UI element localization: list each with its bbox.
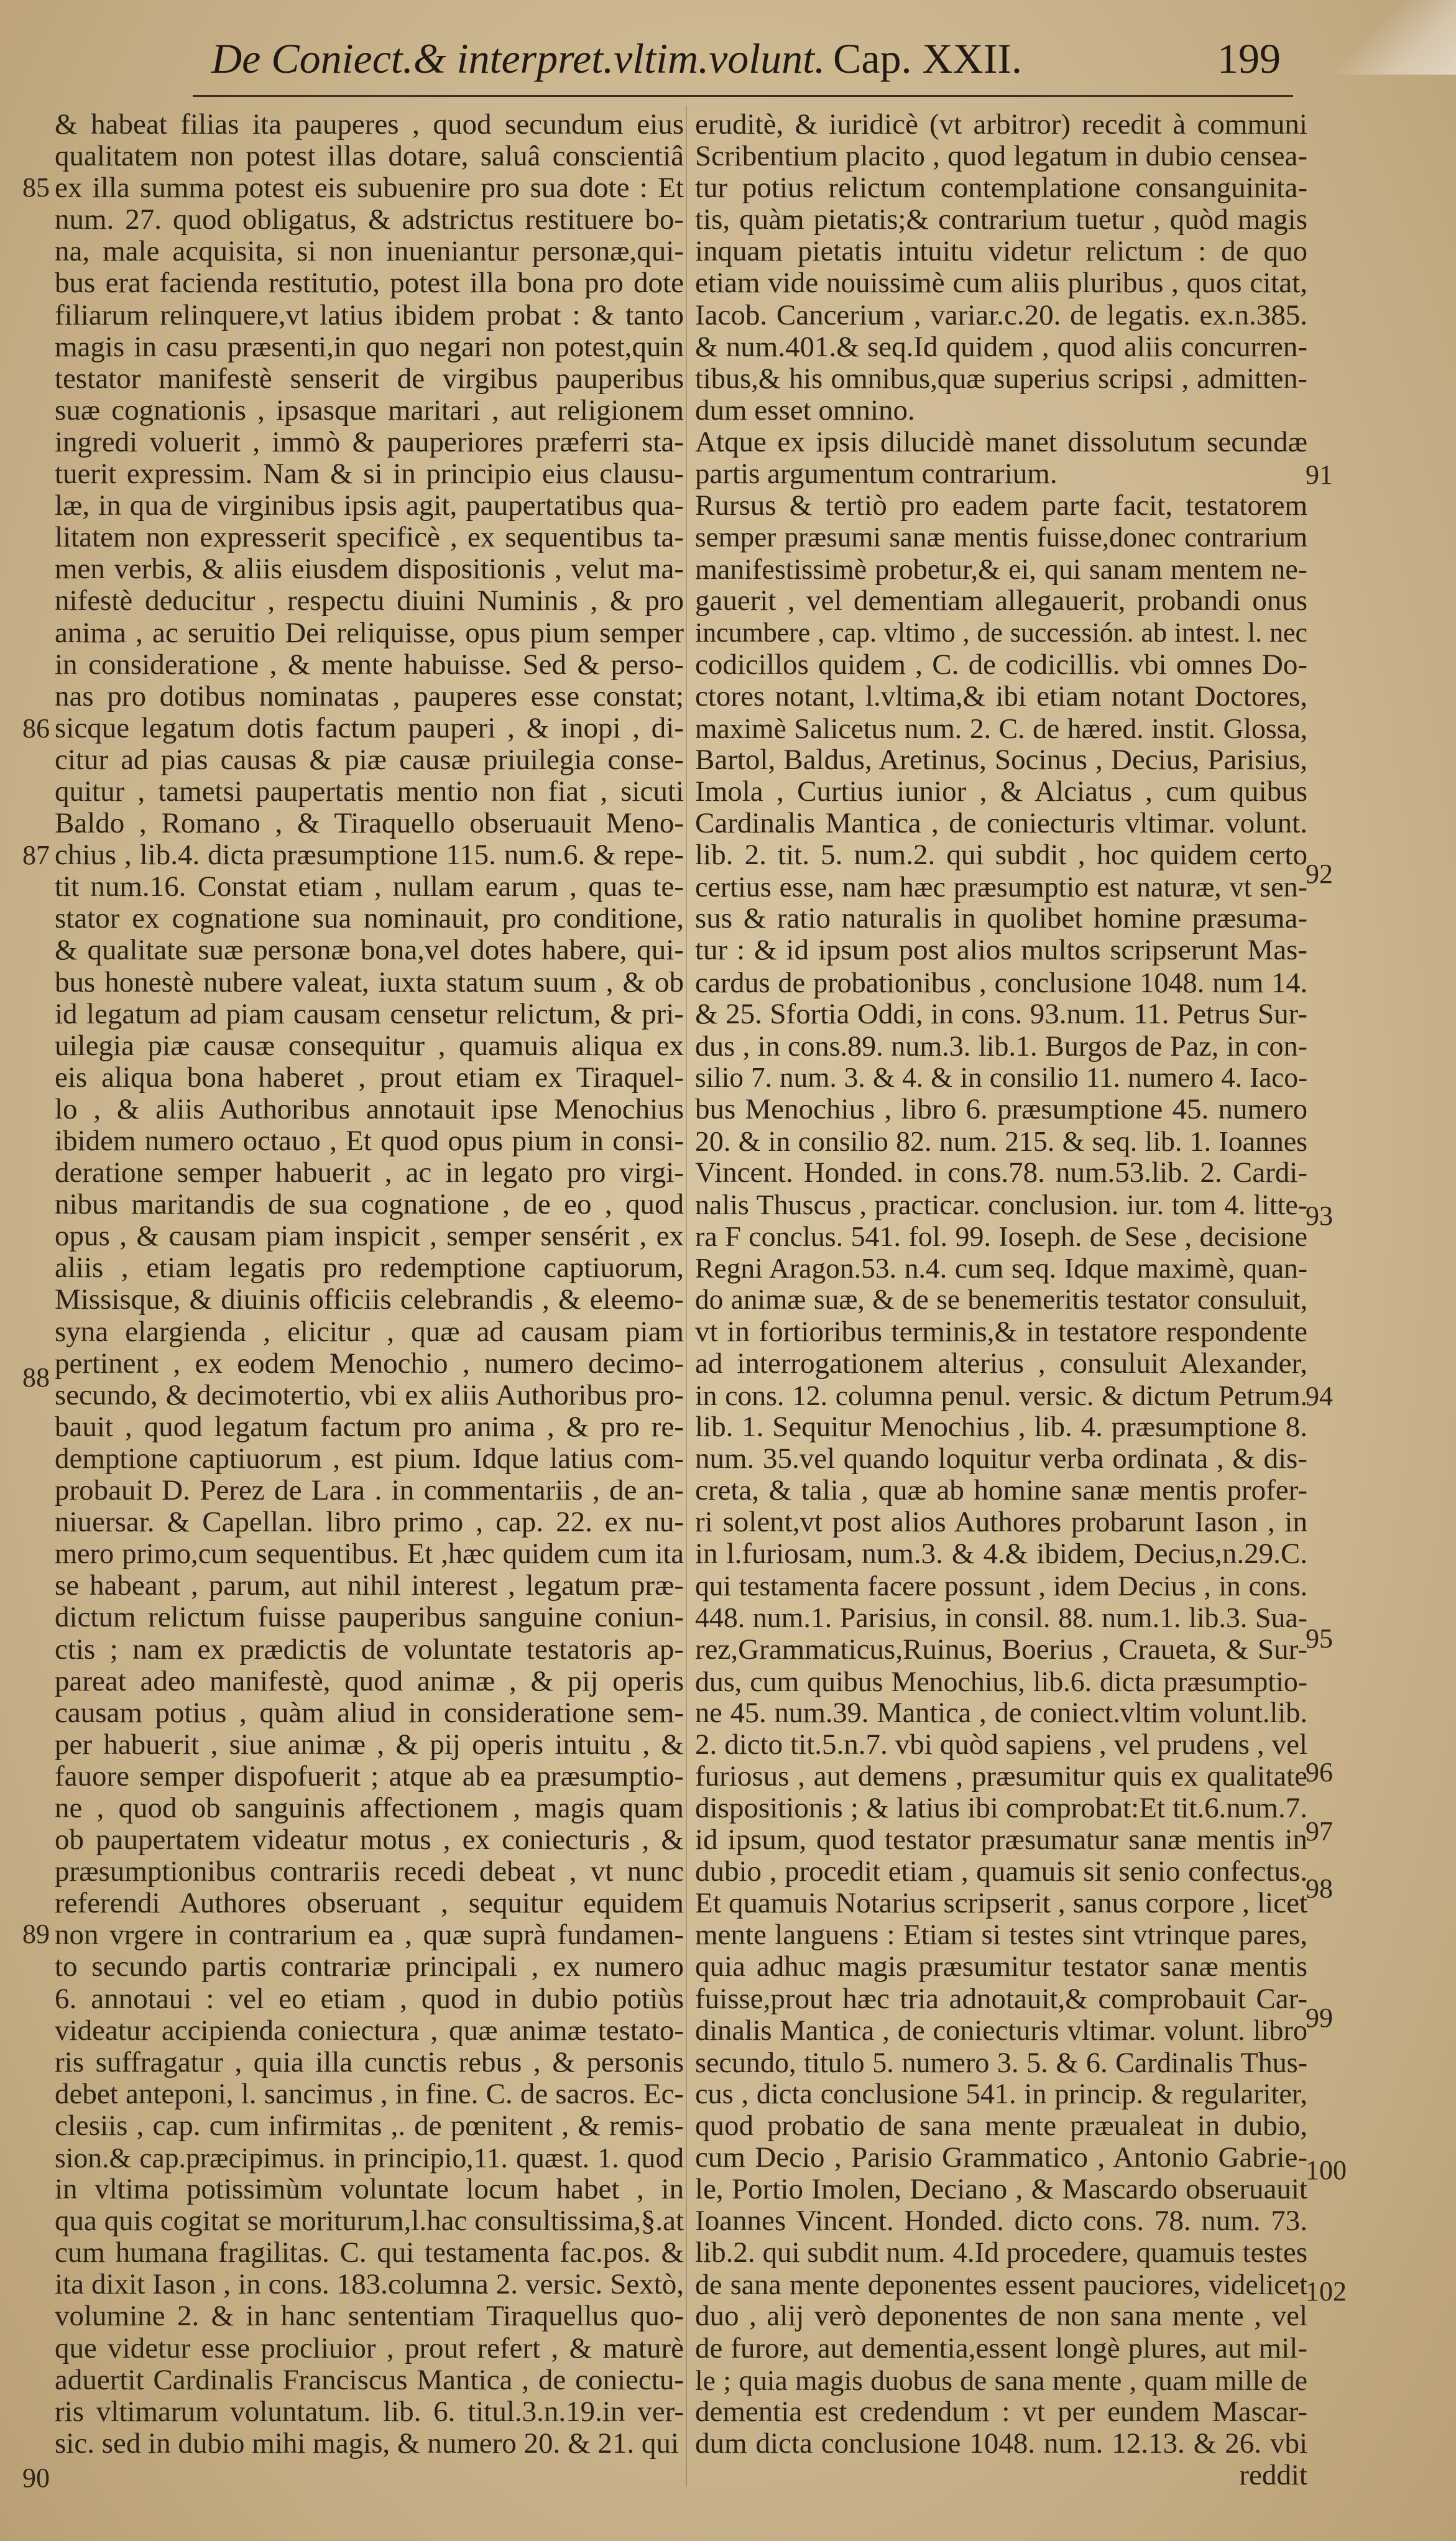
text-line: niuersar. & Capellan. libro primo , cap. 22. ex nu- — [55, 1506, 684, 1539]
text-line: ad interrogationem alterius , consuluit Alexander, — [695, 1347, 1307, 1380]
text-line: læ, in qua de virginibus ipsis agit, paupertatibus qua- — [55, 490, 684, 522]
header-rule — [193, 95, 1293, 97]
text-line: rez,Grammaticus,Ruinus, Boerius , Craueta, & Sur- — [695, 1633, 1307, 1666]
text-line: Vincent. Honded. in cons.78. num.53.lib. 2. Cardi- — [695, 1157, 1307, 1189]
text-line: aduertit Cardinalis Franciscus Mantica , de coniectu- — [55, 2364, 684, 2396]
text-line: in l.furiosam, num.3. & 4.& ibidem, Decius,n.29.C. — [695, 1538, 1307, 1570]
margin-number: 102 — [1306, 2276, 1347, 2307]
text-line: tis, quàm pietatis;& contrarium tuetur , quòd magis — [695, 204, 1307, 236]
margin-number: 92 — [1306, 859, 1333, 889]
margin-number: 95 — [1306, 1623, 1333, 1654]
text-line: dus , in cons.89. num.3. lib.1. Burgos de Paz, in con- — [695, 1030, 1307, 1062]
text-line: le ; quia magis duobus de sana mente , quam mille de — [695, 2364, 1307, 2396]
text-line: Atque ex ipsis dilucidè manet dissolutum secundæ — [695, 426, 1307, 458]
text-line: ingredi voluerit , immò & pauperiores præferri sta- — [55, 426, 684, 458]
text-line: secundo, titulo 5. numero 3. 5. & 6. Cardinalis Thus- — [695, 2046, 1307, 2078]
text-line: do animæ suæ, & de se benemeritis testator consuluit, — [695, 1284, 1307, 1316]
text-line: duo , alij verò deponentes de non sana mente , vel — [695, 2300, 1307, 2333]
left-text-column — [55, 109, 684, 2460]
text-line: codicillos quidem , C. de codicillis. vbi omnes Do- — [695, 648, 1307, 681]
text-line: Ioannes Vincent. Honded. dicto cons. 78. num. 73. — [695, 2205, 1307, 2238]
text-line: ris vltimarum voluntatum. lib. 6. titul.3.n.19.in ver- — [55, 2396, 684, 2428]
text-line: ex illa summa potest eis subuenire pro sua dote : Et — [55, 172, 684, 205]
text-line: dus, cum quibus Menochius, lib.6. dicta præsumptio- — [695, 1665, 1307, 1697]
text-line: dubio , procedit etiam , quamuis sit senio confectus. — [695, 1856, 1307, 1888]
text-line: to secundo partis contrariæ principali , ex numero — [55, 1951, 684, 1983]
text-line: furiosus , aut demens , præsumitur quis ex qualitate — [695, 1760, 1307, 1792]
text-line: num. 35.vel quando loquitur verba ordinata , & dis- — [695, 1442, 1307, 1475]
text-line: mero primo,cum sequentibus. Et ,hæc quidem cum ita — [55, 1538, 684, 1570]
text-line: referendi Authores obseruant , sequitur equidem — [55, 1888, 684, 1920]
text-line: 2. dicto tit.5.n.7. vbi quòd sapiens , vel prudens , vel — [695, 1728, 1307, 1761]
text-line: & num.401.& seq.Id quidem , quod aliis concurren- — [695, 331, 1307, 363]
text-line: Cardinalis Mantica , de coniecturis vltimar. volunt. — [695, 808, 1307, 840]
margin-number: 93 — [1306, 1201, 1333, 1231]
text-line: volumine 2. & in hanc sententiam Tiraquellus quo- — [55, 2300, 684, 2333]
text-line: ita dixit Iason , in cons. 183.columna 2. versic. Sextò, — [55, 2269, 684, 2301]
text-line: uilegia piæ causæ consequitur , quamuis aliqua ex — [55, 1030, 684, 1062]
text-line: lo , & aliis Authoribus annotauit ipse Menochius — [55, 1093, 684, 1125]
text-line: Regni Aragon.53. n.4. cum seq. Idque maximè, quan- — [695, 1252, 1307, 1284]
text-line: magis in casu præsenti,in quo negari non potest,quin — [55, 331, 684, 363]
text-line: opus , & causam piam inspicit , semper sensérit , ex — [55, 1220, 684, 1253]
text-line: Missisque, & diuinis officiis celebrandis , & eleemo- — [55, 1284, 684, 1316]
text-line: num. 27. quod obligatus, & adstrictus restituere bo- — [55, 204, 684, 236]
text-line: na, male acquisita, si non inueniantur personæ,qui- — [55, 236, 684, 268]
text-line: qualitatem non potest illas dotare, saluâ conscientiâ — [55, 141, 684, 173]
column-gutter — [686, 106, 687, 2487]
text-line: syna elargienda , elicitur , quæ ad causam piam — [55, 1316, 684, 1348]
margin-number: 96 — [1306, 1757, 1333, 1787]
text-line: reddit — [1239, 2459, 1307, 2491]
text-line: sus & ratio naturalis in quolibet homine præsuma- — [695, 903, 1307, 935]
text-line: litatem non expresserit specificè , ex sequentibus ta- — [55, 522, 684, 554]
text-line: eruditè, & iuridicè (vt arbitror) recedit à communi — [695, 109, 1307, 141]
text-line: Iacob. Cancerium , variar.c.20. de legatis. ex.n.385. — [695, 299, 1307, 331]
text-line: mente languens : Etiam si testes sint vtrinque pares, — [695, 1919, 1307, 1952]
right-text-column — [695, 109, 1307, 2491]
text-line: nalis Thuscus , practicar. conclusion. iur. tom 4. litte- — [695, 1189, 1307, 1221]
text-line: qui testamenta facere possunt , idem Decius , in cons. — [695, 1570, 1307, 1602]
margin-number: 86 — [22, 713, 50, 744]
text-line: cum humana fragilitas. C. qui testamenta fac.pos. & — [55, 2237, 684, 2269]
text-line: cum Decio , Parisio Grammatico , Antonio Gabrie- — [695, 2142, 1307, 2174]
text-line: quod probatio de sana mente præualeat in dubio, — [695, 2110, 1307, 2142]
text-line: testator manifestè senserit de virgibus pauperibus — [55, 362, 684, 395]
text-line: id legatum ad piam causam censetur relictum, & pri- — [55, 998, 684, 1030]
text-line: id ipsum, quod testator præsumatur sanæ mentis in — [695, 1824, 1307, 1856]
text-line: & qualitate suæ personæ bona,vel dotes habere, qui- — [55, 934, 684, 967]
margin-number: 97 — [1306, 1816, 1333, 1847]
page-corner-stain — [1313, 0, 1456, 75]
text-line: ibidem numero octauo , Et quod opus pium in consi- — [55, 1125, 684, 1157]
text-line: anima , ac seruitio Dei reliquisse, opus pium semper — [55, 617, 684, 649]
text-line: in vltima potissimùm voluntate locum habet , in — [55, 2174, 684, 2206]
text-line: Bartol, Baldus, Aretinus, Socinus , Decius, Parisius, — [695, 744, 1307, 776]
text-line: ctis ; nam ex prædictis de voluntate testatoris ap- — [55, 1633, 684, 1666]
text-line: videatur accipienda coniectura , quæ animæ testato- — [55, 2014, 684, 2047]
text-line: men verbis, & aliis eiusdem dispositionis , velut ma- — [55, 553, 684, 586]
text-line: se habeant , parum, aut nihil interest , legatum præ- — [55, 1570, 684, 1602]
text-line: in consideratione , & mente habuisse. Sed & perso- — [55, 648, 684, 681]
text-line: quitur , tametsi paupertatis mentio non fiat , sicuti — [55, 775, 684, 808]
text-line: bus Menochius , libro 6. præsumptione 45. numero — [695, 1093, 1307, 1125]
text-line: demptione captiuorum , est pium. Idque latius com- — [55, 1442, 684, 1475]
text-line: tibus,& his omnibus,quæ superius scripsi , admitten- — [695, 362, 1307, 395]
text-line: de sana mente deponentes essent pauciores, videlicet — [695, 2269, 1307, 2301]
text-line: fauore semper dispofuerit ; atque ab ea præsumptio- — [55, 1760, 684, 1792]
margin-number: 87 — [22, 840, 50, 870]
text-line: lib.2. qui subdit num. 4.Id procedere, quamuis testes — [695, 2237, 1307, 2269]
text-line: Scribentium placito , quod legatum in dubio censea- — [695, 141, 1307, 173]
text-line: 448. num.1. Parisius, in consil. 88. num.1. lib.3. Sua- — [695, 1602, 1307, 1634]
text-line: incumbere , cap. vltimo , de successión. ab intest. l. nec — [695, 617, 1307, 648]
text-line: que videtur esse procliuior , prout refert , & maturè — [55, 2332, 684, 2364]
text-line: aliis , etiam legatis pro redemptione captiuorum, — [55, 1252, 684, 1284]
text-line: ri solent,vt post alios Authores probarunt Iason , in — [695, 1506, 1307, 1539]
text-line: inquam pietatis intuitu videtur relictum : de quo — [695, 236, 1307, 268]
text-line: bauit , quod legatum factum pro anima , & pro re- — [55, 1411, 684, 1443]
text-line: ctores notant, l.vltima,& ibi etiam notant Doctores, — [695, 680, 1307, 712]
text-line: non vrgere in contrarium ea , quæ suprà fundamen- — [55, 1919, 684, 1952]
text-line: fuisse,prout hæc tria adnotauit,& comprobauit Car- — [695, 1983, 1307, 2015]
margin-number: 99 — [1306, 2003, 1333, 2033]
text-line: dictum relictum fuisse pauperibus sanguine coniun- — [55, 1602, 684, 1634]
margin-number: 90 — [22, 2463, 50, 2493]
text-line: nifestè deducitur , respectu diuini Numinis , & pro — [55, 585, 684, 617]
text-line: dum esset omnino. — [695, 394, 915, 427]
running-title: De Coniect.& interpret.vltim.volunt. — [211, 35, 826, 82]
text-line: gauerit , vel dementiam allegauerit, probandi onus — [695, 585, 1307, 617]
text-line: Baldo , Romano , & Tiraquello obseruauit Meno- — [55, 808, 684, 840]
margin-number: 85 — [22, 172, 50, 203]
margin-number: 98 — [1306, 1873, 1333, 1904]
text-line: suæ cognationis , ipsasque maritari , aut religionem — [55, 394, 684, 427]
text-line: Imola , Curtius iunior , & Alciatus , cum quibus — [695, 775, 1307, 808]
text-line: vt in fortioribus terminis,& in testatore respondente — [695, 1316, 1307, 1348]
text-line: tur : & id ipsum post alios multos scripserunt Mas- — [695, 934, 1307, 967]
text-line: pareat adeo manifestè, quod animæ , & pij operis — [55, 1665, 684, 1697]
text-line: deratione semper habuerit , ac in legato pro virgi- — [55, 1157, 684, 1189]
text-line: qua quis cogitat se moriturum,l.hac consultissima,§.at — [55, 2205, 684, 2238]
text-line: citur ad pias causas & piæ causæ priuilegia conse- — [55, 744, 684, 776]
text-line: tit num.16. Constat etiam , nullam earum , quas te- — [55, 871, 684, 903]
chapter-label: Cap. XXII. — [833, 35, 1023, 82]
text-line: in cons. 12. columna penul. versic. & dictum Petrum. — [695, 1379, 1307, 1411]
text-line: secundo, & decimotertio, vbi ex aliis Authoribus pro- — [55, 1379, 684, 1411]
text-line: debet anteponi, l. sancimus , in fine. C. de sacros. Ec- — [55, 2078, 684, 2110]
text-line: maximè Salicetus num. 2. C. de hæred. instit. Glossa, — [695, 712, 1307, 744]
text-line: cardus de probationibus , conclusione 1048. num 14. — [695, 966, 1307, 998]
text-line: nas pro dotibus nominatas , pauperes esse constat; — [55, 680, 684, 712]
text-line: semper præsumi sanæ mentis fuisse,donec contrarium — [695, 522, 1307, 553]
text-line: ra F conclus. 541. fol. 99. Ioseph. de Sese , decisione — [695, 1220, 1307, 1253]
text-line: tur potius relictum contemplatione consanguinita- — [695, 172, 1307, 205]
text-line: certius esse, nam hæc præsumptio est naturæ, vt sen- — [695, 871, 1307, 903]
text-line: dinalis Mantica , de coniecturis vltimar. volunt. libro — [695, 2014, 1307, 2047]
text-line: sic. sed in dubio mihi magis, & numero 20. & 21. qui — [55, 2427, 679, 2460]
text-line: dispositionis ; & latius ibi comprobat:Et tit.6.num.7. — [695, 1792, 1307, 1824]
text-line: probauit D. Perez de Lara . in commentariis , de an- — [55, 1475, 684, 1507]
text-line: dum dicta conclusione 1048. num. 12.13. & 26. vbi — [695, 2427, 1307, 2460]
text-line: ob paupertatem videatur motus , ex coniecturis , & — [55, 1824, 684, 1856]
text-line: partis argumentum contrarium. — [695, 458, 1057, 491]
text-line: dementia est credendum : vt per eundem Mascar- — [695, 2396, 1307, 2428]
text-line: chius , lib.4. dicta præsumptione 115. num.6. & repe- — [55, 839, 684, 872]
text-line: ne 45. num.39. Mantica , de coniect.vltim volunt.lib. — [695, 1697, 1307, 1729]
text-line: eis aliqua bona haberet , prout etiam ex Tiraquel- — [55, 1061, 684, 1094]
text-line: tuerit expressim. Nam & si in principio eius clausu- — [55, 458, 684, 491]
text-line: 20. & in consilio 82. num. 215. & seq. lib. 1. Ioannes — [695, 1125, 1307, 1157]
page-number: 199 — [1217, 35, 1281, 82]
text-line: bus honestè nubere valeat, iuxta statum suum , & ob — [55, 966, 684, 998]
text-line: & habeat filias ita pauperes , quod secundum eius — [55, 109, 684, 141]
text-line: lib. 2. tit. 5. num.2. qui subdit , hoc quidem certo — [695, 839, 1307, 872]
margin-number: 88 — [22, 1362, 50, 1393]
margin-number: 94 — [1306, 1381, 1333, 1411]
text-line: 6. annotaui : vel eo etiam , quod in dubio potiùs — [55, 1983, 684, 2015]
text-line: & 25. Sfortia Oddi, in cons. 93.num. 11. Petrus Sur- — [695, 998, 1307, 1030]
margin-number: 91 — [1306, 459, 1333, 490]
text-line: stator ex cognatione sua nominauit, pro conditione, — [55, 903, 684, 935]
text-line: per habuerit , siue animæ , & pij operis intuitu , & — [55, 1728, 684, 1761]
text-line: silio 7. num. 3. & 4. & in consilio 11. numero 4. Iaco- — [695, 1061, 1307, 1093]
text-line: ris suffragatur , quia illa cunctis rebus , & personis — [55, 2046, 684, 2078]
text-line: creta, & talia , quæ ab homine sanæ mentis profer- — [695, 1475, 1307, 1507]
text-line: pertinent , ex eodem Menochio , numero decimo- — [55, 1347, 684, 1380]
text-line: causam potius , quàm aliud in consideratione sem- — [55, 1697, 684, 1729]
text-line: de furore, aut dementia,essent longè plures, aut mil- — [695, 2332, 1307, 2364]
text-line: filiarum relinquere,vt latius ibidem probat : & tanto — [55, 299, 684, 331]
text-line: sion.& cap.præcipimus. in principio,11. quæst. 1. quod — [55, 2142, 684, 2174]
margin-number: 100 — [1306, 2155, 1347, 2185]
text-line: Et quamuis Notarius scripserit , sanus corpore , licet — [695, 1888, 1307, 1920]
text-line: sicque legatum dotis factum pauperi , & inopi , di- — [55, 712, 684, 744]
running-header — [211, 34, 1281, 93]
margin-number: 89 — [22, 1919, 50, 1949]
text-line: Rursus & tertiò pro eadem parte facit, testatorem — [695, 490, 1307, 522]
text-line: manifestissimè probetur,& ei, qui sanam mentem ne- — [695, 553, 1307, 586]
text-line: præsumptionibus contrariis recedi debeat , vt nunc — [55, 1856, 684, 1888]
text-line: le, Portio Imolen, Deciano , & Mascardo obseruauit — [695, 2174, 1307, 2206]
text-line: nibus maritandis de sua cognatione , de eo , quod — [55, 1189, 684, 1221]
text-line: clesiis , cap. cum infirmitas ,. de pœnitent , & remis- — [55, 2110, 684, 2142]
text-line: etiam vide nouissimè cum aliis pluribus , quos citat, — [695, 267, 1307, 300]
text-line: cus , dicta conclusione 541. in princip. & regulariter, — [695, 2078, 1307, 2110]
text-line: lib. 1. Sequitur Menochius , lib. 4. præsumptione 8. — [695, 1411, 1307, 1443]
text-line: bus erat facienda restitutio, potest illa bona pro dote — [55, 267, 684, 300]
text-line: quia adhuc magis præsumitur testator sanæ mentis — [695, 1951, 1307, 1983]
text-line: ne , quod ob sanguinis affectionem , magis quam — [55, 1792, 684, 1824]
